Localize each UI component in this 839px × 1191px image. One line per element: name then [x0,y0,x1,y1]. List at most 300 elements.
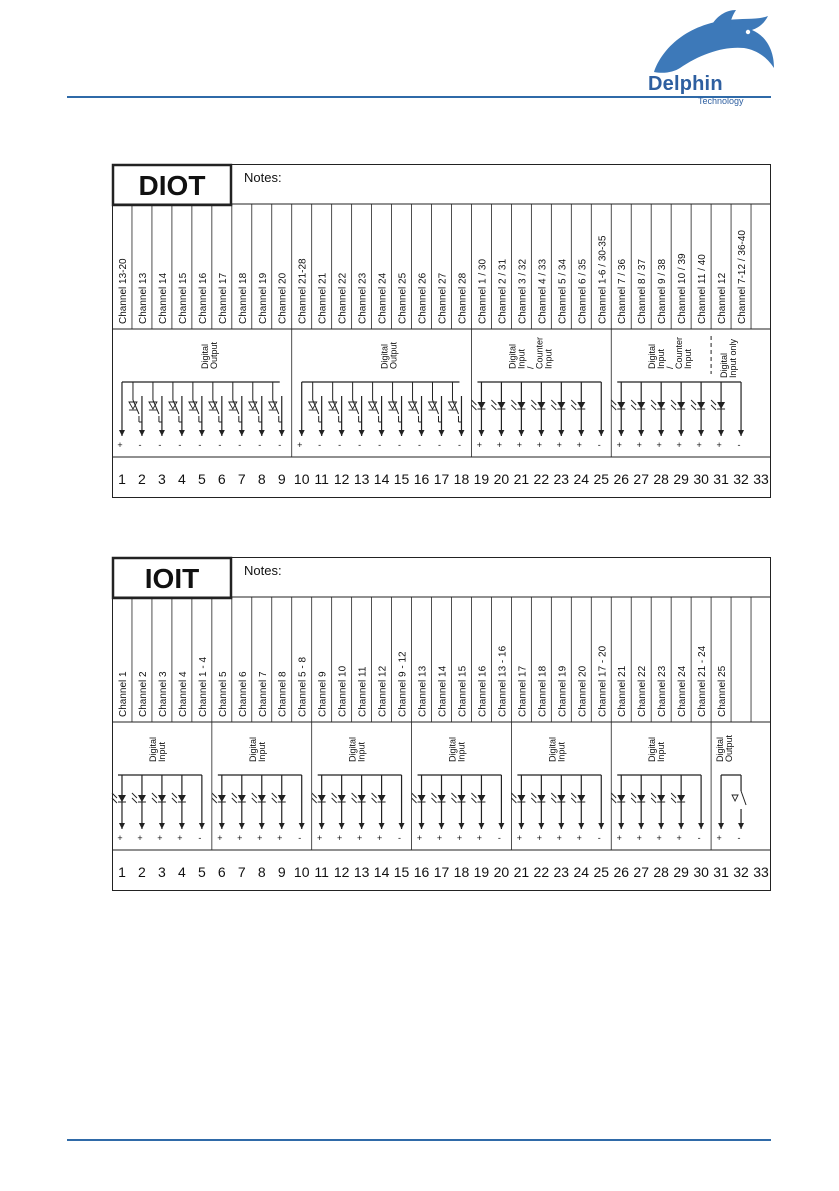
arrow-icon [239,430,245,436]
arrow-icon [319,430,325,436]
channel-label: Channel 16 [197,272,209,324]
light-ray [332,798,337,803]
group-label: / [665,366,676,369]
arrow-icon [399,823,405,829]
polarity-mark: + [117,833,123,843]
arrow-icon [439,430,445,436]
channel-label: Channel 10 / 39 [677,253,689,324]
channel-label: Channel 4 / 33 [537,258,549,324]
led-diode-icon [218,795,226,802]
led-diode-icon [238,795,246,802]
light-ray [412,793,417,798]
arrow-icon [359,430,365,436]
polarity-mark: + [117,440,123,450]
led-diode-icon [118,795,126,802]
pin-number: 31 [713,864,729,880]
led-diode-icon [477,402,485,409]
channel-label: Channel 25 [717,665,729,717]
polarity-mark: + [436,833,443,843]
terminal-title: DIOT [138,170,206,201]
pin-number: 12 [333,471,350,487]
arrow-icon [379,430,385,436]
pin-number: 14 [373,471,390,487]
channel-label: Channel 8 [277,671,289,717]
arrow-icon [458,823,464,829]
channel-label: Channel 21 - 24 [697,645,709,717]
light-ray [671,793,676,798]
arrow-icon [678,823,684,829]
light-ray [571,793,576,798]
arrow-icon [578,823,584,829]
channel-label: Channel 1 [117,671,129,717]
channel-label: Channel 18 [537,665,549,717]
channel-label: Channel 17 - 20 [597,645,609,717]
pin-number: 13 [353,864,370,880]
led-diode-icon [477,795,485,802]
polarity-mark: + [177,833,183,843]
polarity-mark: - [497,833,501,843]
light-ray [172,793,177,798]
arrow-icon [518,823,524,829]
light-ray [471,798,476,803]
led-diode-icon [318,795,326,802]
polarity-mark: - [378,440,382,450]
arrow-icon [379,823,385,829]
pin-number: 7 [237,864,246,880]
polarity-mark: - [358,440,362,450]
arrow-icon [698,823,704,829]
arrow-icon [299,823,305,829]
channel-label: Channel 7 [257,671,269,717]
channel-label: Channel 23 [357,272,369,324]
arrow-icon [419,430,425,436]
led-diode-icon [557,402,565,409]
brand-tagline: Technology [698,96,744,106]
light-ray [232,798,237,803]
led-diode-icon [537,402,545,409]
group-label: Input [356,741,367,762]
footer-rule [67,1139,771,1141]
light-ray [352,798,357,803]
ioit-terminal-diagram [112,557,771,891]
light-ray [491,405,496,410]
led-diode-icon [418,795,426,802]
light-ray [691,405,696,410]
pin-number: 30 [693,471,709,487]
pin-number: 23 [553,864,570,880]
led-diode-icon [537,795,545,802]
group-label: Input [656,348,667,369]
pin-number: 27 [633,864,649,880]
arrow-icon [558,430,564,436]
light-ray [451,793,456,798]
led-diode-icon [158,795,166,802]
polarity-mark: + [536,833,542,843]
pin-number: 33 [753,864,769,880]
channel-label: Channel 17 [217,272,229,324]
pin-number: 27 [633,471,649,487]
polarity-mark: - [198,833,202,843]
channel-label: Channel 5 [217,671,229,717]
light-ray [432,798,437,803]
light-ray [571,400,576,405]
polarity-mark: + [217,833,223,843]
arrow-icon [698,430,704,436]
arrow-icon [618,430,624,436]
light-ray [491,400,496,405]
light-ray [691,400,696,405]
channel-label: Channel 14 [157,272,169,324]
channel-label: Channel 25 [397,272,409,324]
pin-number: 3 [158,864,166,880]
led-diode-icon [278,795,286,802]
led-diode-icon [657,402,665,409]
pin-number: 1 [118,864,126,880]
pin-number: 10 [293,864,310,880]
led-diode-icon [258,795,266,802]
polarity-mark: - [697,833,701,843]
light-ray [511,793,516,798]
arrow-icon [119,823,125,829]
channel-label: Channel 24 [377,272,389,324]
polarity-mark: - [278,440,282,450]
group-label: Digital [247,736,258,762]
led-diode-icon [378,795,386,802]
polarity-mark: + [496,440,503,450]
light-ray [212,798,217,803]
group-label: Digital [547,736,558,762]
arrow-icon [718,430,724,436]
arrow-icon [179,430,185,436]
pin-number: 16 [413,864,430,880]
polarity-mark: + [616,833,622,843]
light-ray [372,793,377,798]
polarity-mark: + [656,833,662,843]
pin-number: 23 [553,471,570,487]
arrow-icon [359,823,365,829]
light-ray [651,400,656,405]
group-label: Digital [647,736,658,762]
channel-label: Channel 1 / 30 [477,258,489,324]
pin-number: 16 [413,471,430,487]
channel-label: Channel 1-6 / 30-35 [597,235,609,324]
light-ray [511,400,516,405]
arrow-icon [558,823,564,829]
led-diode-icon [617,402,625,409]
light-ray [531,793,536,798]
light-ray [631,793,636,798]
group-label: Input [456,741,467,762]
group-label: Input [656,741,667,762]
arrow-icon [279,823,285,829]
led-diode-icon [677,795,685,802]
pin-number: 14 [373,864,390,880]
arrow-icon [478,430,484,436]
pin-number: 25 [593,864,610,880]
group-label: Digital [379,343,390,369]
polarity-mark: + [337,833,343,843]
light-ray [651,798,656,803]
arrow-icon [598,430,604,436]
led-diode-icon [338,795,346,802]
polarity-mark: + [516,440,523,450]
group-label: Input [556,741,567,762]
polarity-mark: - [457,440,461,450]
polarity-mark: - [597,833,601,843]
group-label: Input [156,741,167,762]
channel-label: Channel 12 [377,665,389,717]
arrow-icon [199,430,205,436]
led-diode-icon [717,402,725,409]
arrow-icon [179,823,185,829]
diot-svg [112,164,771,498]
channel-label: Channel 14 [437,665,449,717]
led-diode-icon [138,795,146,802]
arrow-icon [498,823,504,829]
light-ray [152,793,157,798]
led-diode-icon [178,795,186,802]
light-ray [152,798,157,803]
light-ray [132,793,137,798]
light-ray [511,798,516,803]
channel-label: Channel 16 [477,665,489,717]
channel-label: Channel 2 / 31 [497,258,509,324]
light-ray [611,798,616,803]
pin-number: 6 [217,864,226,880]
group-label: Output [388,341,399,369]
channel-label: Channel 3 / 32 [517,258,529,324]
brand-name: Delphin [648,73,723,95]
group-label-extra: Digital [719,352,730,378]
polarity-mark: + [716,833,722,843]
pin-number: 21 [513,864,530,880]
light-ray [471,400,476,405]
light-ray [412,798,417,803]
diagram-group [112,165,771,498]
polarity-mark: + [516,833,523,843]
polarity-mark: + [676,833,682,843]
pin-number: 32 [733,471,749,487]
light-ray [471,793,476,798]
group-label: Digital [347,736,358,762]
polarity-mark: + [157,833,163,843]
channel-label: Channel 1 - 4 [197,656,209,717]
arrow-icon [638,823,644,829]
led-diode-icon [577,402,585,409]
group-label: Digital [715,736,726,762]
pin-number: 20 [493,471,510,487]
light-ray [711,400,716,405]
arrow-icon [259,823,265,829]
pin-number: 2 [138,471,146,487]
light-ray [671,405,676,410]
channel-label: Channel 5 / 34 [557,258,569,324]
diot-terminal-diagram [112,164,771,498]
channel-label: Channel 22 [337,272,349,324]
terminal-title: IOIT [144,563,200,594]
group-label: Digital [199,343,210,369]
pin-number: 19 [473,471,490,487]
pin-number: 17 [433,471,450,487]
light-ray [312,793,317,798]
pin-number: 21 [513,471,530,487]
light-ray [631,400,636,405]
pin-number: 5 [197,864,206,880]
polarity-mark: + [137,833,143,843]
polarity-mark: - [258,440,262,450]
arrow-icon [618,823,624,829]
light-ray [611,400,616,405]
group-label: Input [516,348,527,369]
channel-label: Channel 13 [137,272,149,324]
light-ray [471,405,476,410]
channel-label: Channel 20 [277,272,289,324]
pin-number: 24 [573,471,590,487]
pin-number: 4 [177,864,186,880]
light-ray [571,405,576,410]
polarity-mark: + [277,833,283,843]
arrow-icon [339,430,345,436]
pin-number: 28 [653,864,669,880]
pin-number: 9 [277,471,286,487]
notes-label: Notes: [244,563,282,578]
light-ray [232,793,237,798]
notes-label: Notes: [244,170,282,185]
channel-label: Channel 24 [677,665,689,717]
polarity-mark: - [597,440,601,450]
pin-number: 28 [653,471,669,487]
polarity-mark: + [376,833,383,843]
pin-number: 1 [118,471,126,487]
channel-label: Channel 6 [237,671,249,717]
arrow-icon [498,430,504,436]
pin-number: 31 [713,471,729,487]
arrow-icon [638,430,644,436]
arrow-icon [319,823,325,829]
arrow-icon [259,430,265,436]
led-diode-icon [617,795,625,802]
arrow-icon [598,823,604,829]
pin-number: 2 [138,864,146,880]
polarity-mark: - [398,440,402,450]
channel-label: Channel 10 [337,665,349,717]
light-ray [252,793,257,798]
channel-label: Channel 21 [617,665,629,717]
ioit-svg [112,557,771,891]
light-ray [651,793,656,798]
light-ray [611,793,616,798]
pin-number: 7 [237,471,246,487]
polarity-mark: + [536,440,542,450]
group-label: Input [683,348,694,369]
arrow-icon [139,823,145,829]
channel-label: Channel 15 [457,665,469,717]
channel-label: Channel 17 [517,665,529,717]
channel-label: Channel 4 [177,671,189,717]
polarity-mark: + [656,440,662,450]
light-ray [451,798,456,803]
pin-number: 26 [613,864,630,880]
polarity-mark: + [317,833,323,843]
polarity-mark: - [138,440,142,450]
channel-label: Channel 5 - 8 [297,656,309,717]
channel-label: Channel 20 [577,665,589,717]
pin-number: 9 [277,864,286,880]
pin-number: 11 [314,471,329,487]
arrow-icon [219,430,225,436]
arrow-icon [239,823,245,829]
polarity-mark: - [218,440,222,450]
group-label: Digital [507,343,518,369]
frame [113,165,771,498]
light-ray [631,798,636,803]
light-ray [272,798,277,803]
channel-label: Channel 8 / 37 [637,258,649,324]
polarity-mark: + [476,440,483,450]
light-ray [531,405,536,410]
polarity-mark: - [398,833,402,843]
channel-label: Channel 7 / 36 [617,258,629,324]
channel-label: Channel 15 [177,272,189,324]
polarity-mark: + [716,440,722,450]
pin-number: 13 [353,471,370,487]
arrow-icon [219,823,225,829]
pin-number: 32 [733,864,749,880]
polarity-mark: + [476,833,483,843]
arrow-icon [279,430,285,436]
polarity-mark: - [438,440,441,450]
pin-number: 33 [753,471,769,487]
light-ray [132,798,137,803]
light-ray [252,798,257,803]
arrow-icon [458,430,464,436]
pin-number: 26 [613,471,630,487]
arrow-icon [658,823,664,829]
arrow-icon [518,430,524,436]
led-diode-icon [358,795,366,802]
dolphin-icon [640,10,780,80]
pin-number: 15 [393,864,410,880]
channel-label: Channel 22 [637,665,649,717]
pin-number: 24 [573,864,590,880]
led-diode-icon [657,795,665,802]
led-diode-icon [517,402,525,409]
polarity-mark: - [737,440,741,450]
group-label: Counter [674,336,685,369]
light-ray [272,793,277,798]
group-label-extra: Input only [728,338,739,378]
polarity-mark: + [257,833,263,843]
channel-label: Channel 18 [237,272,249,324]
diode-icon [732,795,738,801]
channel-label: Channel 26 [417,272,429,324]
arrow-icon [478,823,484,829]
pin-number: 3 [158,471,166,487]
pin-number: 10 [293,471,310,487]
led-diode-icon [677,402,685,409]
arrow-icon [678,430,684,436]
polarity-mark: + [297,440,303,450]
arrow-icon [139,430,145,436]
polarity-mark: + [616,440,622,450]
polarity-mark: - [338,440,342,450]
group-label: Digital [647,343,658,369]
arrow-icon [299,430,305,436]
channel-label: Channel 11 [357,666,369,717]
polarity-mark: + [237,833,243,843]
light-ray [551,400,556,405]
light-ray [611,405,616,410]
